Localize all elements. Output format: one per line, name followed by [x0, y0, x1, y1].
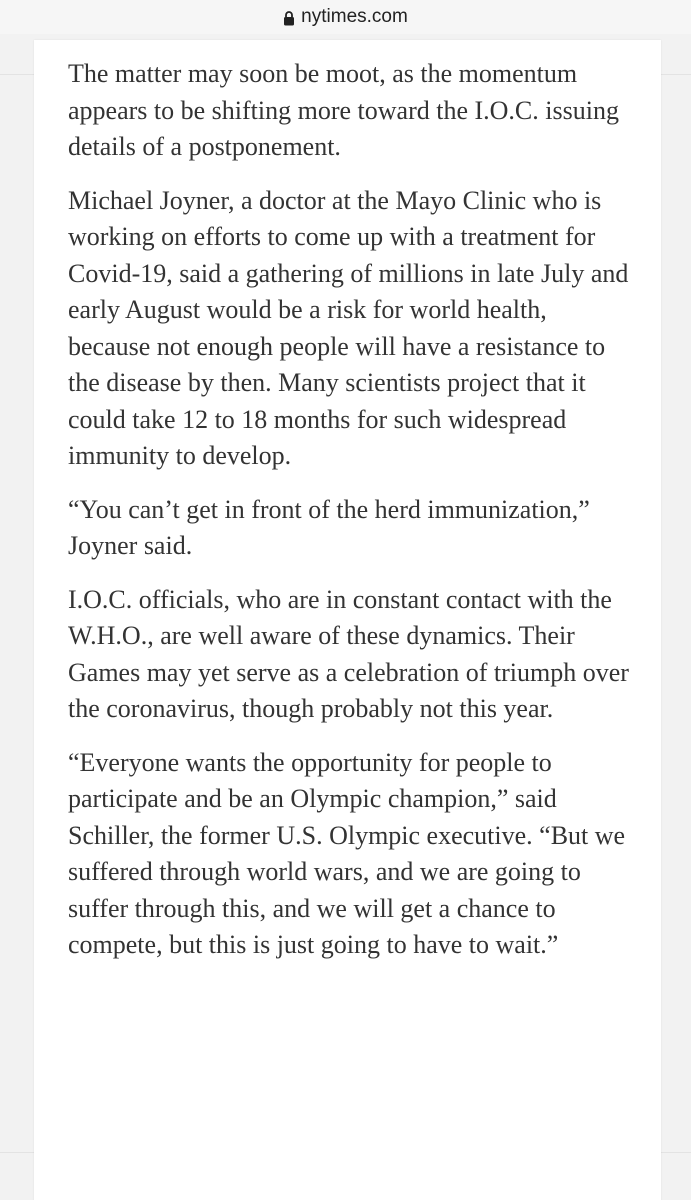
gutter-divider	[657, 74, 691, 75]
left-gutter	[0, 0, 34, 1200]
article-paragraph: “You can’t get in front of the herd immunization,” Joyner said.	[68, 494, 590, 560]
article-paragraph: I.O.C. officials, who are in constant contact with the W.H.O., are well aware of these dynamics. Their Games may yet serve as a celebration of triumph over the coronavirus, though probably not this year.	[68, 584, 629, 723]
right-gutter	[657, 0, 691, 1200]
gutter-divider	[0, 1152, 34, 1153]
article-body	[34, 40, 661, 1200]
domain-label: nytimes.com	[301, 6, 408, 27]
article-paragraph: “Everyone wants the opportunity for people to participate and be an Olympic champion,” said Schiller, the former U.S. Olympic executive. “But we suffered through world wars, and we are going to suffer through this, and we will get a chance to compete, but this is just going to have to wait.”	[68, 747, 626, 959]
gutter-divider	[0, 74, 34, 75]
lock-icon	[283, 10, 295, 26]
gutter-divider	[657, 1152, 691, 1153]
article-paragraph: The matter may soon be moot, as the momentum appears to be shifting more toward the I.O.C. issuing details of a postponement.	[68, 59, 619, 161]
article-paragraph: Michael Joyner, a doctor at the Mayo Clinic who is working on efforts to come up with a treatment for Covid-19, said a gathering of millions in late July and early August would be a risk for world health, because not enough people will have a resistance to the disease by then. Many scientists project that it could take 12 to 18 months for such widespread immunity to develop.	[68, 185, 629, 470]
address-bar[interactable]	[0, 0, 691, 34]
